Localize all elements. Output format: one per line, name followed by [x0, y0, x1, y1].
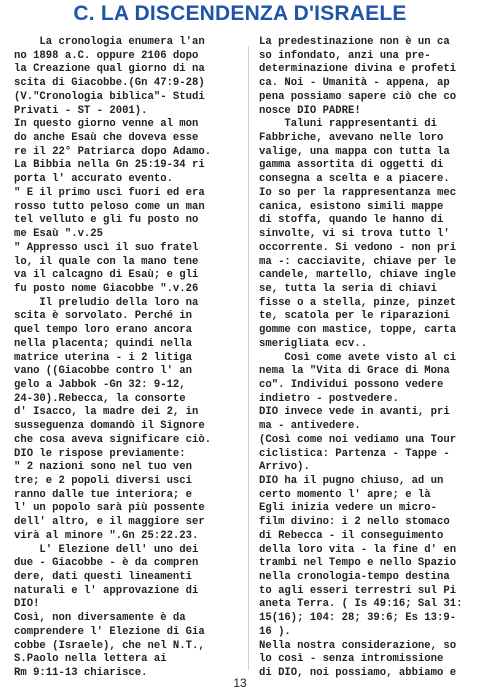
text-line: scita è sorvolato. Perché in — [14, 310, 193, 323]
text-line: certo momento l' apre; e là — [259, 488, 431, 501]
text-line: La Bibbia nella Gn 25:19-34 ri — [14, 159, 205, 172]
right-column — [259, 36, 462, 681]
text-line: di stoffa, quando le hanno di — [259, 214, 444, 227]
text-line: susseguenza domandò il Signore — [14, 420, 205, 433]
text-line: nella placenta; quindi nella — [14, 337, 193, 350]
column-divider — [248, 46, 249, 670]
text-line: S.Paolo nella lettera ai — [14, 653, 167, 666]
text-line: consegna a scelta e a piacere. — [259, 173, 450, 186]
text-line: 15(16); 104: 28; 39:6; Es 13:9- — [259, 612, 457, 625]
text-line: dell' altro, e il maggiore ser — [14, 516, 205, 529]
text-line: L' Elezione dell' uno dei — [14, 543, 199, 556]
text-line: " Appresso uscì il suo fratel — [14, 241, 199, 254]
text-line: d' Isacco, la madre dei 2, in — [14, 406, 199, 419]
text-line: ranno dalle tue interiora; e — [14, 488, 193, 501]
text-line: rosso tutto peloso come un man — [14, 200, 205, 213]
text-line: ma - antivedere. — [259, 420, 361, 433]
text-line: fu posto nome Giacobbe ".v.26 — [14, 282, 199, 295]
text-line: la Creazione qual giorno di na — [14, 63, 205, 76]
text-line: scita di Giacobbe.(Gn 47:9-28) — [14, 77, 205, 90]
text-line: pena possiamo sapere ciò che co — [259, 90, 457, 103]
text-line: ma -: cacciavite, chiave per le — [259, 255, 457, 268]
text-line: matrice uterina - i 2 litiga — [14, 351, 193, 364]
text-line: so infondato, anzi una pre- — [259, 49, 431, 62]
text-line: tre; e 2 popoli diversi usci — [14, 475, 193, 487]
text-line: smerigliata ecv.. — [259, 337, 368, 350]
text-line: gomme con mastice, toppe, carta — [259, 324, 457, 337]
text-line: indietro - postvedere. — [259, 392, 399, 405]
text-line: candele, martello, chiave ingle — [259, 269, 457, 282]
text-line: Io so per la rappresentanza mec — [259, 186, 457, 199]
text-line: Arrivo). — [259, 461, 310, 474]
text-line: do anche Esaù che doveva esse — [14, 132, 199, 145]
text-line: determinazione divina e profeti — [259, 63, 457, 76]
page-number: 13 — [233, 676, 247, 690]
text-line: lo così - senza intromissione — [259, 653, 444, 666]
text-line: due - Giacobbe - è da compren — [14, 557, 199, 570]
text-line: Taluni rappresentanti di — [259, 118, 438, 131]
text-line: (Così come noi vediamo una Tour — [259, 433, 457, 446]
text-line: " 2 nazioni sono nel tuo ven — [14, 461, 193, 474]
text-line: Egli inizia vedere un micro- — [259, 502, 438, 515]
text-line: porta l' accurato evento. — [14, 173, 173, 186]
text-line: che cosa aveva significare ciò. — [14, 433, 212, 446]
text-line: sinvolte, vi si trova tutto l' — [259, 228, 450, 241]
text-line: tel velluto e gli fu posto no — [14, 214, 199, 227]
text-line: gamma assortita di oggetti di — [259, 159, 444, 172]
text-line: se, tutta la seria di chiavi — [259, 282, 438, 295]
text-line: valige, una mappa con tutta la — [259, 145, 450, 158]
text-line: aneta Terra. ( Is 49:16; Sal 31: — [259, 598, 463, 611]
text-line: DIO le rispose previamente: — [14, 447, 186, 460]
text-line: " E il primo uscì fuori ed era — [14, 186, 205, 199]
text-line: DIO invece vede in avanti, pri — [259, 406, 450, 419]
text-line: La cronologia enumera l'an — [14, 36, 205, 48]
text-line: no 1898 a.C. oppure 2106 dopo — [14, 49, 199, 62]
text-line: cobbe (Israele), che nel N.T., — [14, 639, 205, 652]
left-column — [14, 36, 211, 681]
text-line: di DIO, noi possiamo, abbiamo e — [259, 667, 457, 680]
text-line: gelo a Jabbok -Gn 32: 9-12, — [14, 378, 186, 391]
text-line: dere, dati questi lineamenti — [14, 571, 193, 584]
text-line: re il 22° Patriarca dopo Adamo. — [14, 145, 212, 158]
text-line: quel tempo loro erano ancora — [14, 324, 193, 337]
text-line: me Esaù ".v.25 — [14, 228, 104, 241]
text-line: (V."Cronologia biblica"- Studi — [14, 90, 205, 103]
text-line: comprendere l' Elezione di Gia — [14, 625, 205, 638]
text-line: La predestinazione non è un ca — [259, 36, 450, 48]
text-line: naturali e l' approvazione di — [14, 584, 199, 597]
text-line: occorrente. Si vedono - non pri — [259, 241, 457, 254]
text-line: film divino: i 2 nello stomaco — [259, 516, 450, 529]
text-line: nella cronologia-tempo destina — [259, 571, 450, 584]
text-line: to agli esseri terrestri sul Pi — [259, 584, 457, 597]
text-line: nosce DIO PADRE! — [259, 104, 361, 117]
text-line: lo, il quale con la mano tene — [14, 255, 199, 268]
text-line: di Rebecca - il conseguimento — [259, 529, 444, 542]
text-line: te, scatola per le riparazioni — [259, 310, 450, 323]
text-line: l' un popolo sarà più possente — [14, 502, 205, 515]
text-line: virà al minore ".Gn 25:22.23. — [14, 529, 199, 542]
text-line: DIO ha il pugno chiuso, ad un — [259, 475, 444, 487]
text-line: della loro vita - la fine d' en — [259, 543, 457, 556]
text-line: Il preludio della loro na — [14, 296, 199, 309]
text-line: Rm 9:11-13 chiarisce. — [14, 667, 148, 680]
text-line: Privati - ST - 2001). — [14, 104, 148, 117]
text-line: canica, esistono simili mappe — [259, 200, 444, 213]
text-line: vano ((Giacobbe contro l' an — [14, 365, 193, 378]
page-title: C. LA DISCENDENZA D'ISRAELE — [73, 2, 407, 25]
text-line: In questo giorno venne al mon — [14, 118, 199, 131]
text-line: ciclistica: Partenza - Tappe - — [259, 447, 450, 460]
text-line: ca. Noi - Umanità - appena, ap — [259, 77, 450, 90]
text-line: 16 ). — [259, 625, 291, 638]
text-line: Così, non diversamente è da — [14, 612, 186, 625]
text-line: Nella nostra considerazione, so — [259, 639, 457, 652]
text-line: fisse o a stella, pinze, pinzet — [259, 296, 457, 309]
text-line: Così come avete visto al ci — [259, 351, 457, 364]
text-line: va il calcagno di Esaù; e gli — [14, 269, 199, 282]
text-line: nema la "Vita di Grace di Mona — [259, 365, 450, 378]
text-line: DIO! — [14, 598, 40, 611]
text-line: trambi nel Tempo e nello Spazio — [259, 557, 457, 570]
text-line: Fabbriche, avevano nelle loro — [259, 132, 444, 145]
text-line: 24-30).Rebecca, la consorte — [14, 392, 186, 405]
text-line: co". Individui possono vedere — [259, 378, 444, 391]
